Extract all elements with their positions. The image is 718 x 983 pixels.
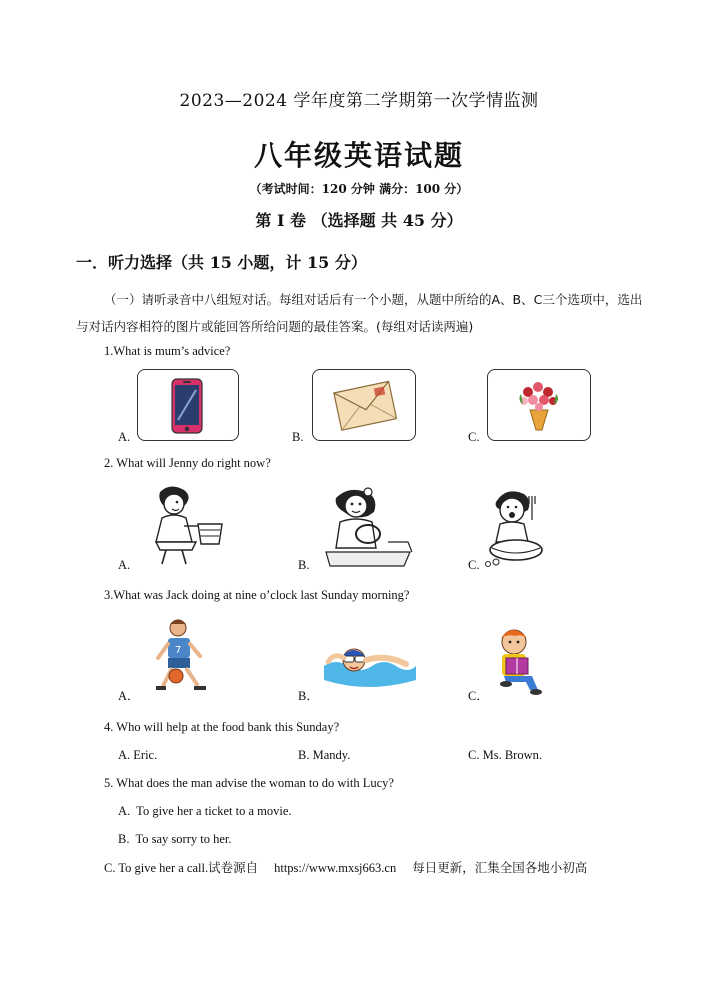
question-4-prompt: 4. Who will help at the food bank this Sunday? (104, 720, 340, 734)
girl-eating-icon (482, 482, 552, 572)
q4-option-b[interactable]: B. Mandy. (298, 748, 351, 762)
exam-meta: （考试时间：120 分钟 满分：100 分） (249, 182, 469, 196)
question-1-prompt: 1.What is mum’s advice? (104, 344, 231, 358)
footer-line (104, 858, 587, 876)
section-title: 一．听力选择（共 15 小题，计 15 分） (76, 253, 367, 272)
q3-option-b-image[interactable] (320, 636, 420, 692)
q3-option-b-label: B． (298, 689, 319, 703)
envelope-icon (313, 370, 415, 440)
q2-option-c-image[interactable] (482, 482, 552, 572)
q4-option-a[interactable]: A. Eric. (118, 748, 158, 762)
flowers-icon (488, 370, 590, 440)
exam-title: 2023—2024 学年度第二学期第一次学情监测 (179, 91, 539, 111)
phone-icon (138, 370, 238, 440)
q2-option-b-image[interactable] (318, 482, 418, 572)
q2-option-a-label: A. (118, 558, 131, 572)
q5-option-a[interactable]: A. To give her a ticket to a movie. (118, 804, 292, 818)
q1-option-b-label: B. (292, 430, 304, 444)
volume-title: 第 I 卷 （选择题 共 45 分） (255, 211, 463, 230)
svg-text:7: 7 (175, 645, 182, 656)
q2-option-b-label: B. (298, 558, 310, 572)
q3-option-c-label: C． (468, 689, 489, 703)
q3-option-a-label: A． (118, 689, 140, 703)
question-5-prompt: 5. What does the man advise the woman to do with Lucy? (104, 776, 394, 790)
q1-option-a-image[interactable] (137, 369, 239, 441)
q3-option-a-image[interactable] (144, 616, 214, 696)
question-2-prompt: 2. What will Jenny do right now? (104, 456, 271, 470)
girl-basket-icon (140, 480, 232, 570)
basketball-player-icon (144, 616, 214, 696)
q2-option-c-label: C. (468, 558, 480, 572)
question-3-prompt: 3.What was Jack doing at nine o’clock last Sunday morning? (104, 588, 410, 602)
section-instruction: （一）请听录音中八组短对话。每组对话后有一个小题，从题中所给的A、B、C三个选项中，选出与对话内容相符的图片或能回答所给问题的最佳答案。(每组对话读两遍) (76, 292, 643, 334)
reading-boy-icon (486, 624, 548, 700)
q4-option-c[interactable]: C. Ms. Brown. (468, 748, 542, 762)
swimmer-icon (320, 636, 420, 692)
footer-source: 试卷源自 (208, 861, 259, 875)
footer-tagline: 每日更新，汇集全国各地小初高 (412, 861, 588, 875)
subject-title: 八年级英语试题 (253, 139, 464, 172)
q1-option-c-image[interactable] (487, 369, 591, 441)
q5-option-c[interactable]: C. To give her a call. (104, 861, 209, 875)
q2-option-a-image[interactable] (140, 480, 232, 570)
q5-option-b[interactable]: B. To say sorry to her. (118, 832, 232, 846)
q1-option-a-label: A. (118, 430, 131, 444)
footer-url[interactable]: https://www.mxsj663.cn (274, 861, 397, 875)
q1-option-b-image[interactable] (312, 369, 416, 441)
girl-driving-icon (318, 482, 418, 572)
q1-option-c-label: C. (468, 430, 480, 444)
q3-option-c-image[interactable] (486, 624, 548, 700)
